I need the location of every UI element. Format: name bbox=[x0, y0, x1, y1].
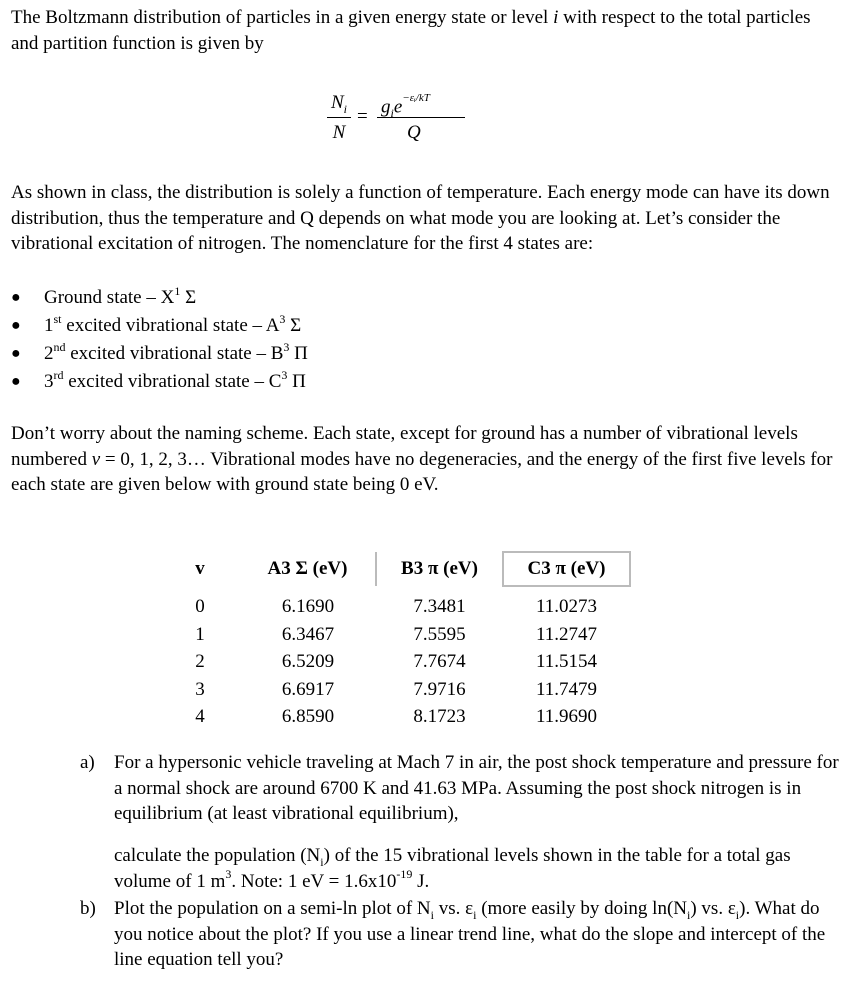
equation-rhs-numerator: $g_ie^{-\varepsilon ᵢ/kT}$ bbox=[381, 92, 430, 121]
list-item: ● 1st excited vibrational state – $A^3$ Σ bbox=[11, 312, 308, 340]
list-item: ● Ground state – $X^1$ Σ bbox=[11, 284, 308, 312]
equation-rhs-denominator: Q bbox=[407, 122, 421, 143]
state-list bbox=[11, 284, 308, 396]
equals-sign: = bbox=[357, 106, 368, 127]
intro-paragraph: The Boltzmann distribution of particles in a given energy state or level i with respect to the total particles and partition function is given by bbox=[11, 7, 811, 54]
bullet-icon: ● bbox=[11, 289, 21, 306]
table-row: 2 6.5209 7.7674 11.5154 bbox=[195, 651, 598, 673]
paragraph-levels: Don’t worry about the naming scheme. Each state, except for ground has a number of vibrational levels numbered v = 0, 1, 2, 3… Vibrational modes have no degeneracies, and the energy of the first five levels for each state are given below with ground state being 0 eV. bbox=[11, 423, 833, 495]
table-header-row bbox=[160, 552, 630, 586]
fraction-bar bbox=[327, 117, 351, 118]
table-row: 3 6.6917 7.9716 11.7479 bbox=[195, 678, 598, 700]
list-item: ● 3rd excited vibrational state – $C^3$ Π bbox=[11, 368, 308, 396]
question-a-label: a) bbox=[80, 752, 95, 773]
table-row: 4 6.8590 8.1723 11.9690 bbox=[195, 706, 598, 728]
boltzmann-equation: $N_i$ N = $g_ie^{-\varepsilon ᵢ/kT}$ Q bbox=[325, 84, 465, 150]
question-a-text: For a hypersonic vehicle traveling at Mach 7 in air, the post shock temperature and pressure for a normal shock are around 6700 K and 41.63 MPa. Assuming the post shock nitrogen is in equilibrium (at least vibrational equilibrium), bbox=[114, 752, 839, 824]
bullet-icon: ● bbox=[11, 373, 21, 390]
question-b-label: b) bbox=[80, 898, 96, 919]
paragraph-nomenclature: As shown in class, the distribution is solely a function of temperature. Each energy mode can have its down distribution, thus the temperature and Q depends on what mode you are looking at. Let’s consider the vibrational excitation of nitrogen. The nomenclature for the first 4 states are: bbox=[11, 182, 830, 254]
question-b-text: Plot the population on a semi-ln plot of $N_i$ vs. $\varepsilon_i$ (more easily by doing $\ln(N_i)$ vs. $\varepsilon_i$). What do you notice about the plot? If you use a linear trend line, what do the slope and intercept of the line equation tell you? bbox=[114, 898, 826, 970]
bullet-icon: ● bbox=[11, 345, 21, 362]
header-a3: A3 Σ (eV) bbox=[267, 558, 348, 580]
table-row: 0 6.1690 7.3481 11.0273 bbox=[195, 595, 598, 618]
header-c3: C3 π (eV) bbox=[503, 552, 630, 586]
header-b3: B3 π (eV) bbox=[376, 552, 503, 586]
energy-table bbox=[160, 551, 631, 731]
bullet-icon: ● bbox=[11, 317, 21, 334]
header-v: v bbox=[195, 558, 205, 580]
question-a-text-2: calculate the population $(N_i)$ of the 15 vibrational levels shown in the table for a total gas volume of 1 $m^3$. Note: 1 eV = $1.6x10^{-19}$ J. bbox=[114, 845, 791, 892]
table-row: 1 6.3467 7.5595 11.2747 bbox=[195, 623, 598, 645]
list-item: ● 2nd excited vibrational state – $B^3$ Π bbox=[11, 340, 308, 368]
